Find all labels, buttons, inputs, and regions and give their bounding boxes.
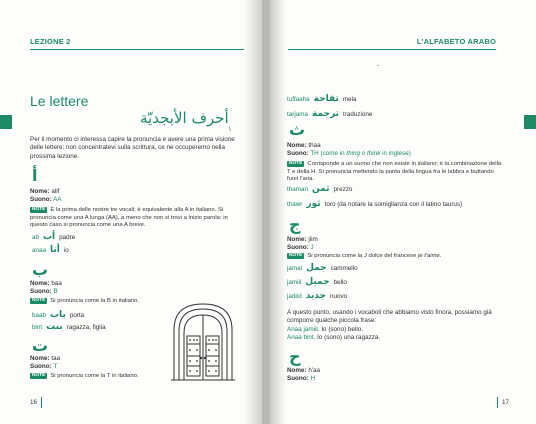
example-row: anaa أنا io: [32, 245, 69, 255]
example-row: thawr ثور toro (da notare la somiglianza con il latino taurus): [287, 199, 463, 209]
example-row: jadiid جديد nuovo: [287, 291, 348, 301]
right-page: [270, 0, 536, 424]
running-head-left: LEZIONE 2: [30, 37, 71, 46]
letter-glyph-haa: ح: [289, 347, 301, 366]
letter-name-alif: Nome: alif: [30, 188, 60, 195]
letter-sound-alif: Suono: AA: [30, 196, 62, 203]
note-badge: NOTE: [289, 161, 303, 166]
note-alif: NOTE È la prima delle nostre tre vocali; è equivalente alla A in italiano. Si pronuncia come una A lunga (AA), a meno che non si trovi a inizio parola: in questo caso si pronuncia come una A breve.: [30, 207, 228, 229]
letter-glyph-alif: أ: [32, 166, 38, 185]
page-number-bar-left: [41, 397, 42, 408]
note-thaa: NOTE Corrisponde a un suono che non esiste in italiano; è la combinazione della T e della H. Si pronuncia mettendo la punta della lingua fra le labbra e buttando fuori l'aria.: [287, 161, 502, 183]
thumb-tab-left: [0, 115, 12, 129]
example-row: thaman ثمن prezzo: [287, 184, 353, 194]
note-badge: NOTE: [32, 207, 46, 212]
letter-glyph-taa: ت: [32, 336, 49, 355]
letter-sound-thaa: Suono: TH (come in thing o think in inglese): [287, 150, 411, 157]
example-row: jamiil جميل bello: [287, 277, 347, 287]
page-number-right: 17: [502, 399, 510, 406]
letter-glyph-baa: ب: [32, 260, 49, 279]
letter-name-baa: Nome: baa: [30, 280, 62, 287]
letter-name-jiim: Nome: jiim: [287, 236, 318, 243]
lesson-title-arabic: أحرف الأبجديّة: [140, 109, 229, 127]
door-illustration: [170, 300, 236, 382]
book-spine: [262, 0, 270, 424]
note-badge: NOTE: [32, 373, 46, 378]
example-row: tarjama ترجمة traduzione: [287, 109, 373, 119]
page-number-left: 16: [30, 399, 38, 406]
note-jiim: NOTE Si pronuncia come la J dolce del francese je t'aime.: [289, 253, 442, 259]
letter-name-taa: Nome: taa: [30, 355, 61, 362]
example-row: bint بنت ragazza, figlia: [32, 322, 106, 332]
phrases-paragraph: A questo punto, usando i vocaboli che abbiamo visto finora, possiamo già comporre qualche piccola frase:: [287, 309, 492, 325]
note-badge: NOTE: [32, 298, 46, 303]
example-sentence: Anaa bint. Io (sono) una ragazza.: [287, 334, 381, 341]
gutter-shadow-left: [244, 0, 262, 424]
example-row: ab أب padre: [32, 232, 76, 242]
letter-sound-baa: Suono: B: [30, 288, 58, 295]
thumb-tab-right: [524, 115, 536, 129]
letter-sound-haa: Suono: H: [287, 375, 315, 382]
letter-glyph-thaa: ث: [289, 120, 306, 139]
note-taa: NOTE Si pronuncia come la T in italiano.: [32, 373, 139, 379]
header-rule-right: [288, 49, 496, 50]
page-number-bar-right: [497, 397, 498, 408]
print-speck: \: [229, 127, 231, 133]
letter-glyph-jiim: ج: [289, 215, 301, 234]
letter-name-thaa: Nome: thaa: [287, 142, 321, 149]
example-row: jamal جمل cammello: [287, 263, 358, 273]
letter-sound-jiim: Suono: J: [287, 244, 314, 251]
note-badge: NOTE: [289, 253, 303, 258]
running-head-right: L'ALFABETO ARABO: [416, 37, 496, 46]
left-page: [0, 0, 262, 424]
example-row: tuffaaha تفاحة mela: [287, 94, 357, 104]
intro-paragraph: Per il momento ci interessa capire la pronuncia e avere una prima visione delle lettere: non concentratevi sulla scrittura, ce ne occuperemo nella prossima lezione.: [30, 136, 235, 160]
example-sentence: Anaa jamiil. Io (sono) bello.: [287, 326, 363, 333]
letter-sound-taa: Suono: T: [30, 363, 58, 370]
header-rule-left: [30, 49, 244, 50]
print-speck: -: [377, 63, 379, 69]
example-row: baab باب porta: [32, 310, 85, 320]
gutter-shadow-right: [270, 0, 286, 424]
note-baa: NOTE Si pronuncia come la B in italiano.: [32, 298, 140, 304]
lesson-title: Le lettere: [30, 93, 89, 109]
letter-name-haa: Nome: h'aa: [287, 367, 321, 374]
